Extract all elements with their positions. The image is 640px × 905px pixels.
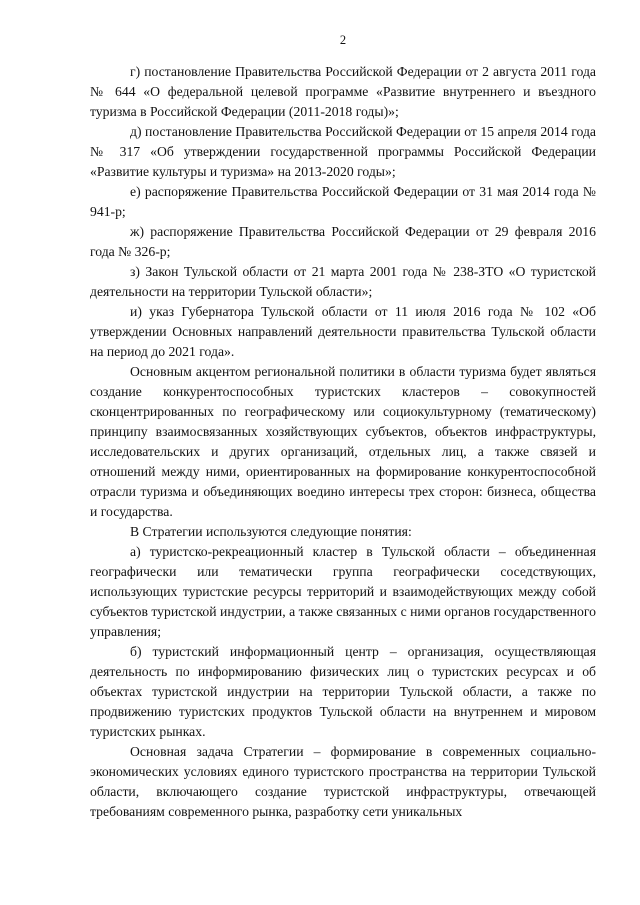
paragraph-i: и) указ Губернатора Тульской области от 11 июля 2016 года № 102 «Об утверждении Основных направлений деятельности правительства Тульской области на период до 2021 года».: [90, 304, 596, 359]
paragraph-concepts-intro: В Стратегии используются следующие понятия:: [130, 524, 412, 539]
paragraph-d: д) постановление Правительства Российской Федерации от 15 апреля 2014 года № 317 «Об утверждении государственной программы Российской Федерации «Развитие культуры и туризма» на 2013-2020 годы»;: [90, 124, 596, 179]
paragraph-zh: ж) распоряжение Правительства Российской Федерации от 29 февраля 2016 года № 326-р;: [90, 224, 596, 259]
paragraph-g: г) постановление Правительства Российской Федерации от 2 августа 2011 года № 644 «О федеральной целевой программе «Развитие внутреннего и въездного туризма в Российской Федерации (2011-2018 годы)»;: [90, 64, 596, 119]
paragraph-e: е) распоряжение Правительства Российской Федерации от 31 мая 2014 года № 941-р;: [90, 184, 596, 219]
paragraph-concept-a: а) туристско-рекреационный кластер в Тульской области – объединенная географически или тематически группа географически соседствующих, использующих туристские ресурсы территорий и взаимодействующих между собой субъектов туристской индустрии, а также связанных с ними органов государственного управления;: [90, 544, 596, 639]
paragraph-regional-policy: Основным акцентом региональной политики в области туризма будет являться создание конкурентоспособных туристских кластеров – совокупностей сконцентрированных по географическому или социокультурному (тематическому) принципу взаимосвязанных хозяйствующих субъектов, объектов инфраструктуры, исследовательских и других организаций, отдельных лиц, а также связей и отношений между ними, ориентированных на формирование конкурентоспособной отрасли туризма и объединяющих воедино интересы трех сторон: бизнеса, общества и государства.: [90, 364, 596, 519]
paragraph-z: з) Закон Тульской области от 21 марта 2001 года № 238-ЗТО «О туристской деятельности на территории Тульской области»;: [90, 264, 596, 299]
paragraph-main-task: Основная задача Стратегии – формирование в современных социально-экономических условиях единого туристского пространства на территории Тульской области, включающего создание туристской инфраструктуры, отвечающей требованиям современного рынка, разработку сети уникальных: [90, 744, 596, 819]
document-page: [90, 30, 596, 822]
page-number: 2: [339, 33, 347, 47]
paragraph-concept-b: б) туристский информационный центр – организация, осуществляющая деятельность по информированию физических лиц о туристских ресурсах и об объектах туристской индустрии на территории Тульской области, а также по продвижению туристских продуктов Тульской области на внутреннем и мировом туристских рынках.: [90, 644, 596, 739]
